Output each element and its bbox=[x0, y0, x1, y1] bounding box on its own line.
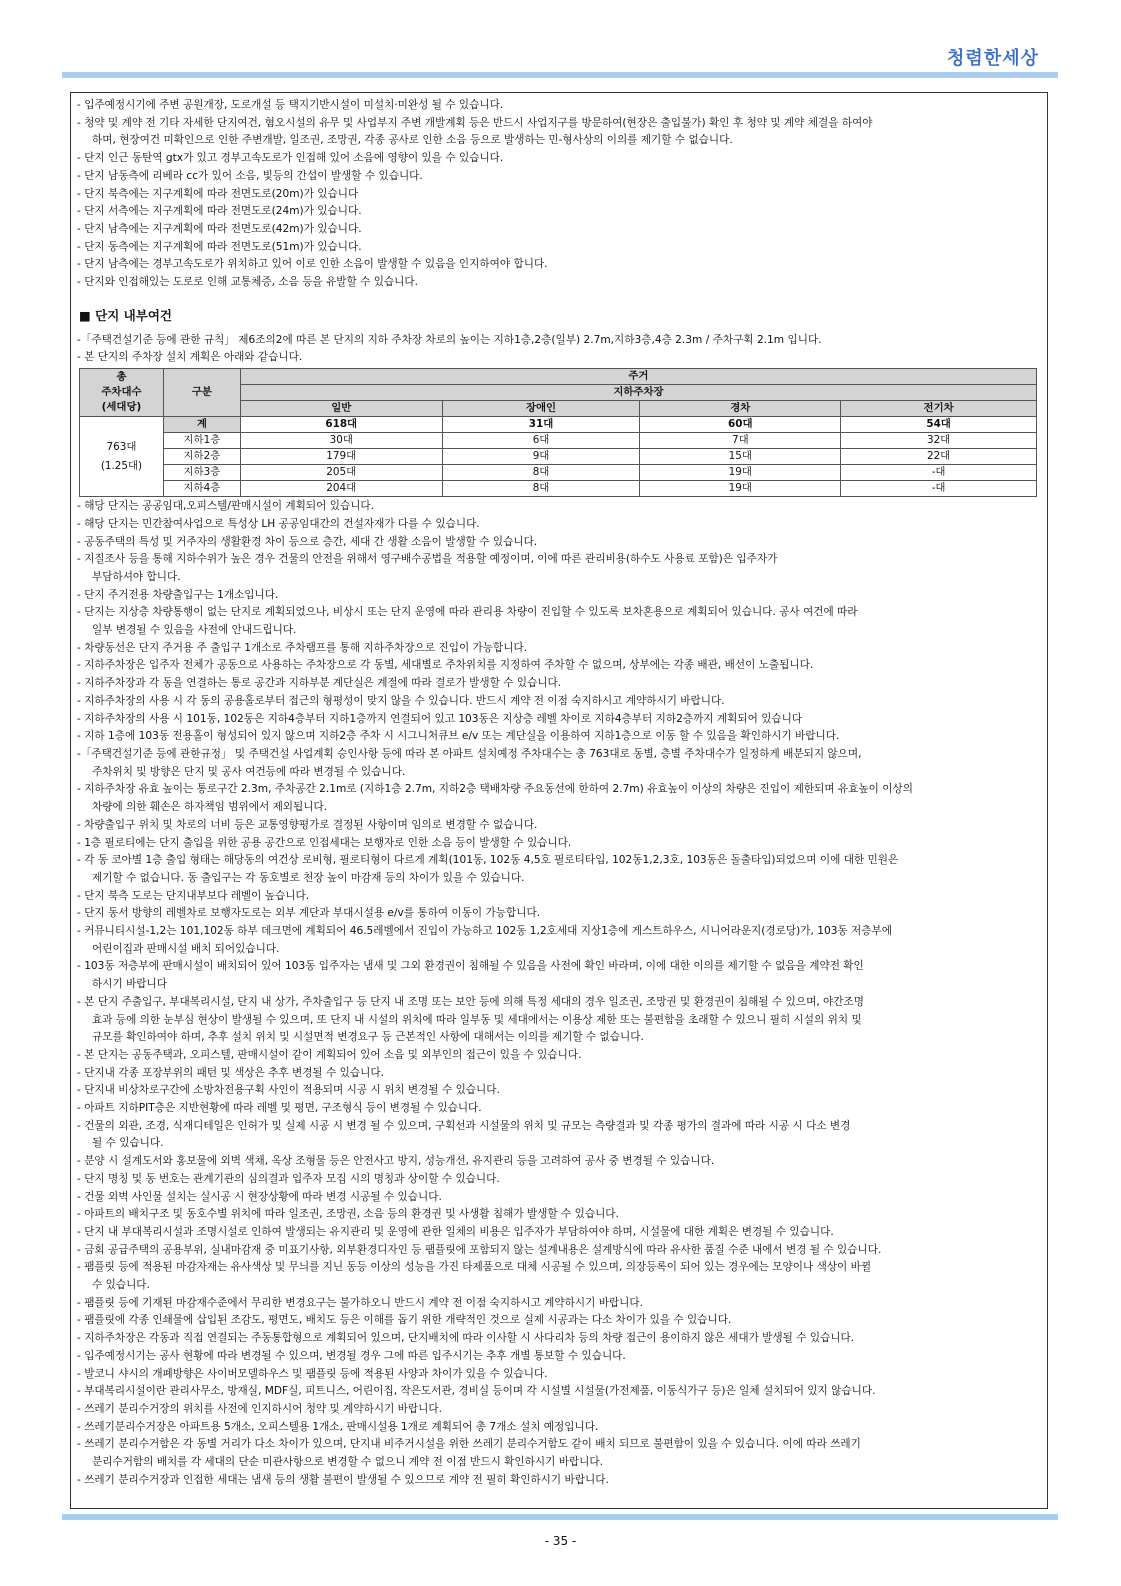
notice-line: - 지하주차장과 각 동을 연결하는 통로 공간과 지하부분 계단실은 계절에 따라 결로가 발생할 수 있습니다. bbox=[77, 677, 562, 690]
notice-line: - 쓰레기 분리수거함은 각 동별 거리가 다소 차이가 있으며, 단지내 비주거시설을 위한 쓰레기 분리수거함도 같이 배치 되므로 불편함이 있을 수 있습니다. 이에 따라 쓰레기 bbox=[77, 1438, 861, 1451]
notice-line: - 본 단지의 주차장 설치 계획은 아래와 같습니다. bbox=[77, 351, 303, 364]
notice-line: - 차량출입구 위치 및 차로의 너비 등은 교통영향평가로 결정된 사항이며 임의로 변경할 수 없습니다. bbox=[77, 818, 538, 831]
notice-line: - 지하주차장 유효 높이는 통로구간 2.3m, 주차공간 2.1m로 (지하1층 2.7m, 지하2층 택배차량 주요동선에 한하여 2.7m) 유효높이 이상의 차량은 진입이 제한되며 유효높이 이상의 bbox=[77, 783, 913, 796]
notice-line: - 본 단지는 공동주택과, 오피스텔, 판매시설이 같이 계획되어 있어 소음 및 외부인의 접근이 있을 수 있습니다. bbox=[77, 1048, 582, 1061]
table-row bbox=[80, 449, 1037, 465]
notice-line: 될 수 있습니다. bbox=[92, 1137, 164, 1150]
table-row bbox=[80, 481, 1037, 497]
notice-line: - 각 동 코아별 1층 출입 형태는 해당동의 여건상 로비형, 필로티형이 다르게 계획(101동, 102동 4,5호 필로티타입, 102동1,2,3호, 103동은 돌출타입)되었으며 이에 대한 민원은 bbox=[77, 854, 899, 867]
notice-line: - 쓰레기분리수거장은 아파트용 5개소, 오피스텔용 1개소, 판매시설용 1개로 계획되어 총 7개소 설치 예정입니다. bbox=[77, 1420, 599, 1433]
notice-line: - 차량동선은 단지 주거용 주 출입구 1개소로 주차램프를 통해 지하주차장으로 진입이 가능합니다. bbox=[77, 641, 528, 654]
header-total-parking: 총 주차대수 (세대당) bbox=[80, 369, 164, 417]
parking-table bbox=[79, 368, 1037, 497]
table-cell: 19대 bbox=[640, 481, 841, 497]
notice-line: - 분양 시 설계도서와 홍보물에 외벽 색채, 옥상 조형물 등은 안전사고 방지, 성능개선, 유지관리 등을 고려하여 공사 중 변경될 수 있습니다. bbox=[77, 1155, 715, 1168]
notice-line: - 커뮤니티시설-1,2는 101,102동 하부 데크면에 계획되어 46.5레벨에서 진입이 가능하고 102동 1,2호세대 지상1층에 게스트하우스, 시니어라운지(경로당)가, 103동 저층부에 bbox=[77, 925, 892, 938]
notice-line: - 본 단지 주출입구, 부대복리시설, 단지 내 상가, 주차출입구 등 단지 내 조명 또는 보안 등에 의해 특정 세대의 경우 일조권, 조망권 및 환경권이 침해될 수 있으며, 야간조명 bbox=[77, 995, 864, 1008]
notice-line: - 단지 북측에는 지구계획에 따라 전면도로(20m)가 있습니다 bbox=[77, 187, 359, 200]
table-cell: -대 bbox=[841, 481, 1037, 497]
notice-line: - 단지는 지상층 차량통행이 없는 단지로 계획되었으나, 비상시 또는 단지 운영에 따라 관리용 차량이 진입할 수 있도록 보차혼용으로 계획되어 있습니다. 공사 여건에 따라 bbox=[77, 606, 858, 619]
notice-line: 제기할 수 없습니다. 동 출입구는 각 동호별로 천장 높이 마감재 등의 차이가 있을 수 있습니다. bbox=[92, 871, 525, 884]
notice-line: - 팸플릿에 각종 인쇄물에 삽입된 조감도, 평면도, 배치도 등은 이해를 돕기 위한 개략적인 것으로 실제 시공과는 다소 차이가 있을 수 있습니다. bbox=[77, 1314, 732, 1327]
intro-notice-list bbox=[77, 332, 1041, 367]
notice-line: - 해당 단지는 민간참여사업으로 특성상 LH 공공임대간의 건설자재가 다를 수 있습니다. bbox=[77, 517, 480, 530]
table-cell: 7대 bbox=[640, 433, 841, 449]
table-cell: 9대 bbox=[442, 449, 640, 465]
table-cell: 54대 bbox=[841, 417, 1037, 433]
table-cell: 8대 bbox=[442, 481, 640, 497]
table-cell: 8대 bbox=[442, 465, 640, 481]
table-cell: 6대 bbox=[442, 433, 640, 449]
table-row bbox=[80, 433, 1037, 449]
notice-line: - 입주예정시기에 주변 공원개장, 도로개설 등 택지기반시설이 미설치·미완성 될 수 있습니다. bbox=[77, 99, 504, 111]
table-cell: 22대 bbox=[841, 449, 1037, 465]
table-cell: 618대 bbox=[240, 417, 442, 433]
table-cell: 179대 bbox=[240, 449, 442, 465]
table-cell: 32대 bbox=[841, 433, 1037, 449]
notice-line: - 공동주택의 특성 및 거주자의 생활환경 차이 등으로 층간, 세대 간 생활 소음이 발생할 수 있습니다. bbox=[77, 535, 538, 548]
notice-line: - 해당 단지는 공공임대,오피스텔/판매시설이 계획되어 있습니다. bbox=[77, 500, 375, 513]
table-row bbox=[80, 417, 1037, 433]
notice-line: - 부대복리시설이란 관리사무소, 방재실, MDF실, 피트니스, 어린이집, 작은도서관, 경비실 등이며 각 시설별 시설물(가전제품, 이동식가구 등)은 일체 설치되어 있지 않습니다. bbox=[77, 1385, 876, 1398]
row-label: 계 bbox=[163, 417, 240, 433]
notice-line: -「주택건설기준 등에 관한규정」 및 주택건설 사업계획 승인사항 등에 따라 본 아파트 설치예정 주차대수는 총 763대로 동별, 층별 주차대수가 일정하게 배분되지 않으며, bbox=[77, 747, 862, 760]
column-header: 전기차 bbox=[841, 401, 1037, 417]
notice-line: - 단지 주거전용 차량출입구는 1개소입니다. bbox=[77, 588, 279, 601]
notice-line: - 단지내 각종 포장부위의 패턴 및 색상은 추후 변경될 수 있습니다. bbox=[77, 1066, 384, 1079]
notice-line: - 발코니 샤시의 개폐방향은 사이버모델하우스 및 팸플릿 등에 적용된 사양과 차이가 있을 수 있습니다. bbox=[77, 1367, 548, 1380]
row-label: 지하1층 bbox=[163, 433, 240, 449]
table-cell: 30대 bbox=[240, 433, 442, 449]
row-label: 지하2층 bbox=[163, 449, 240, 465]
header-residential: 주거 bbox=[240, 369, 1036, 385]
brand-text: 청렴한세상 bbox=[947, 48, 1039, 69]
notice-line: - 쓰레기 분리수거장의 위치를 사전에 인지하시어 청약 및 계약하시기 바랍니다. bbox=[77, 1403, 442, 1415]
notice-line: - 지하 1층에 103동 전용홀이 형성되어 있지 않으며 지하2층 주차 시 시그니처큐브 e/v 또는 계단실을 이용하여 지하1층으로 이동 할 수 있음을 확인하시기 바랍니다. bbox=[77, 730, 840, 743]
notice-line: - 건물의 외관, 조경, 식재디테일은 인허가 및 실제 시공 시 변경 될 수 있으며, 구획선과 시설물의 위치 및 규모는 측량결과 및 각종 평가의 결과에 따라 시공 시 다소 변경 bbox=[77, 1119, 851, 1132]
page-number: - 35 - bbox=[544, 1534, 577, 1548]
notice-line: - 지질조사 등을 통해 지하수위가 높은 경우 건물의 안전을 위해서 영구배수공법을 적용할 예정이며, 이에 따른 관리비용(하수도 사용료 포함)은 입주자가 bbox=[77, 553, 778, 566]
notice-line: 일부 변경될 수 있음을 사전에 안내드립니다. bbox=[92, 624, 297, 637]
table-cell: 205대 bbox=[240, 465, 442, 481]
notice-line: - 단지와 인접해있는 도로로 인해 교통체증, 소음 등을 유발할 수 있습니다. bbox=[77, 276, 419, 289]
table-cell: 19대 bbox=[640, 465, 841, 481]
notice-line: 부담하셔야 합니다. bbox=[92, 570, 181, 583]
column-header: 일반 bbox=[240, 401, 442, 417]
body-notice-list bbox=[77, 498, 1041, 1489]
notice-line: - 단지 남측에는 경부고속도로가 위치하고 있어 이로 인한 소음이 발생할 수 있음을 인지하여야 합니다. bbox=[77, 258, 548, 271]
notice-line: 하시기 바랍니다 bbox=[92, 978, 168, 991]
row-label: 지하4층 bbox=[163, 481, 240, 497]
notice-line: 규모를 확인하여야 하며, 추후 설치 위치 및 시설면적 변경요구 등 근본적인 사항에 대해서는 이의를 제기할 수 없습니다. bbox=[92, 1031, 644, 1044]
table-cell: 60대 bbox=[640, 417, 841, 433]
notice-line: - 아파트 지하PIT층은 지반현황에 따라 레벨 및 평면, 구조형식 등이 변경될 수 있습니다. bbox=[77, 1102, 482, 1115]
notice-line: - 지하주차장의 사용 시 101동, 102동은 지하4층부터 지하1층까지 연결되어 있고 103동은 지상층 레벨 차이로 지하4층부터 지하2층까지 계획되어 있습니다 bbox=[77, 712, 803, 725]
notice-line: - 단지 명칭 및 동 번호는 관계기관의 심의결과 입주자 모집 시의 명칭과 상이할 수 있습니다. bbox=[77, 1172, 500, 1185]
notice-line: - 쓰레기 분리수거장과 인접한 세대는 냄새 등의 생활 불편이 발생될 수 있으므로 계약 전 필히 확인하시기 바랍니다. bbox=[77, 1473, 609, 1486]
notice-line: - 팸플릿 등에 기재된 마감재수준에서 무리한 변경요구는 불가하오니 반드시 계약 전 이점 숙지하시고 계약하시기 바랍니다. bbox=[77, 1296, 644, 1309]
notice-line: 수 있습니다. bbox=[92, 1279, 150, 1292]
notice-line: - 단지 내 부대복리시설과 조명시설로 인하여 발생되는 유지관리 및 운영에 관한 일체의 비용은 입주자가 부담하여야 하며, 시설물에 대한 계획은 변경될 수 있습니다. bbox=[77, 1225, 834, 1238]
total-parking-cell: 763대 (1.25대) bbox=[80, 417, 164, 497]
row-label: 지하3층 bbox=[163, 465, 240, 481]
notice-line: - 금회 공급주택의 공용부위, 실내마감재 중 미표기사항, 외부환경디자인 등 팸플릿에 포함되지 않는 설계내용은 설계방식에 따라 유사한 품질 수준 내에서 변경 될 수 있습니다. bbox=[77, 1243, 882, 1256]
table-cell: 31대 bbox=[442, 417, 640, 433]
notice-line: 효과 등에 의한 눈부심 현상이 발생될 수 있으며, 또 단지 내 시설의 위치에 따라 일부동 및 세대에서는 이용상 제한 또는 불편함을 초래할 수 있으니 필히 시설의 위치 및 bbox=[92, 1013, 862, 1026]
notice-line: 하며, 현장여건 미확인으로 인한 주변개발, 일조권, 조망권, 각종 공사로 인한 소음 등으로 발생하는 민-형사상의 이의를 제기할 수 없습니다. bbox=[92, 134, 733, 147]
notice-line: 분리수거함의 배치를 각 세대의 단순 미관사항으로 변경할 수 없으니 계약 전 이점 반드시 확인하시기 바랍니다. bbox=[92, 1456, 604, 1469]
table-row bbox=[80, 465, 1037, 481]
notice-line: - 1층 필로티에는 단지 출입을 위한 공용 공간으로 인접세대는 보행자로 인한 소음 등이 발생할 수 있습니다. bbox=[77, 836, 572, 849]
content-frame bbox=[70, 92, 1048, 1509]
notice-line: - 단지 서측에는 지구계획에 따라 전면도로(24m)가 있습니다. bbox=[77, 205, 362, 218]
notice-line: - 지하주차장은 입주자 전체가 공동으로 사용하는 주차장으로 각 동별, 세대별로 주차위치를 지정하여 주차할 수 없으며, 상부에는 각종 배관, 배선이 노출됩니다. bbox=[77, 659, 814, 672]
notice-line: - 아파트의 배치구조 및 동호수별 위치에 따라 일조권, 조망권, 소음 등의 환경권 및 사생활 침해가 발생할 수 있습니다. bbox=[77, 1208, 619, 1221]
table-cell: -대 bbox=[841, 465, 1037, 481]
column-header: 장애인 bbox=[442, 401, 640, 417]
notice-line: - 단지 동측에는 지구계획에 따라 전면도로(51m)가 있습니다. bbox=[77, 240, 362, 253]
top-rule bbox=[62, 72, 1058, 78]
column-header: 경차 bbox=[640, 401, 841, 417]
notice-line: - 지하주차장의 사용 시 각 동의 공용홀로부터 접근의 형평성이 맞지 않을 수 있습니다. 반드시 계약 전 이점 숙지하시고 계약하시기 바랍니다. bbox=[77, 694, 725, 707]
header-division: 구분 bbox=[163, 369, 240, 417]
header-underground-parking: 지하주차장 bbox=[240, 385, 1036, 401]
table-cell: 15대 bbox=[640, 449, 841, 465]
table-cell: 204대 bbox=[240, 481, 442, 497]
notice-line: 차량에 의한 훼손은 하자책임 범위에서 제외됩니다. bbox=[92, 801, 328, 814]
top-notice-list bbox=[77, 97, 1041, 292]
notice-line: - 단지 남동측에 리베라 cc가 있어 소음, 빛등의 간섭이 발생할 수 있습니다. bbox=[77, 169, 423, 182]
section-heading: ■ 단지 내부여건 bbox=[79, 307, 172, 323]
notice-line: 주차위치 및 방향은 단지 및 공사 여건등에 따라 변경될 수 있습니다. bbox=[92, 765, 406, 778]
notice-line: - 단지 인근 동탄역 gtx가 있고 경부고속도로가 인접해 있어 소음에 영향이 있을 수 있습니다. bbox=[77, 152, 504, 165]
notice-line: - 단지 남측에는 지구계획에 따라 전면도로(42m)가 있습니다. bbox=[77, 222, 362, 235]
bottom-rule bbox=[62, 1514, 1058, 1520]
notice-line: - 단지내 비상차로구간에 소방차전용구획 사인이 적용되며 시공 시 위치 변경될 수 있습니다. bbox=[77, 1084, 500, 1097]
brand-logo bbox=[947, 44, 1039, 70]
notice-line: - 103동 저층부에 판매시설이 배치되어 있어 103동 입주자는 냄새 및 그외 환경권이 침해될 수 있음을 사전에 확인 바라며, 이에 대한 이의를 제기할 수 없음을 계약전 확인 bbox=[77, 960, 864, 973]
notice-line: - 입주예정시기는 공사 현황에 따라 변경될 수 있으며, 변경될 경우 그에 따른 입주시기는 추후 개별 통보할 수 있습니다. bbox=[77, 1349, 626, 1362]
notice-line: - 지하주차장은 각동과 직접 연결되는 주동통합형으로 계획되어 있으며, 단지배치에 따라 이사할 시 사다리차 등의 차량 접근이 용이하지 않은 세대가 발생될 수 있습니다. bbox=[77, 1332, 855, 1345]
notice-line: 어린이집과 판매시설 배치 되어있습니다. bbox=[92, 942, 280, 955]
notice-line: -「주택건설기준 등에 관한 규칙」 제6조의2에 따른 본 단지의 지하 주차장 차로의 높이는 지하1층,2층(일부) 2.7m,지하3층,4층 2.3m / 주차구획 2.1m 입니다. bbox=[77, 333, 822, 346]
notice-line: - 팸플릿 등에 적용된 마감자재는 유사색상 및 무늬를 지닌 동등 이상의 성능을 가진 타제품으로 대체 시공될 수 있으며, 의장등록이 되어 있는 경우에는 모양이나 색상이 바뀔 bbox=[77, 1261, 872, 1274]
notice-line: - 단지 북측 도로는 단지내부보다 레벨이 높습니다. bbox=[77, 889, 310, 902]
notice-line: - 청약 및 계약 전 기타 자세한 단지여건, 혐오시설의 유무 및 사업부지 주변 개발계획 등은 반드시 사업지구를 방문하여(현장은 출입불가) 확인 후 청약 및 계약 체결을 하여야 bbox=[77, 116, 873, 129]
notice-line: - 단지 동서 방향의 레벨차로 보행자도로는 외부 계단과 부대시설용 e/v를 통하여 이동이 가능합니다. bbox=[77, 907, 541, 920]
notice-line: - 건물 외벽 사인물 설치는 실시공 시 현장상황에 따라 변경 시공될 수 있습니다. bbox=[77, 1190, 442, 1203]
